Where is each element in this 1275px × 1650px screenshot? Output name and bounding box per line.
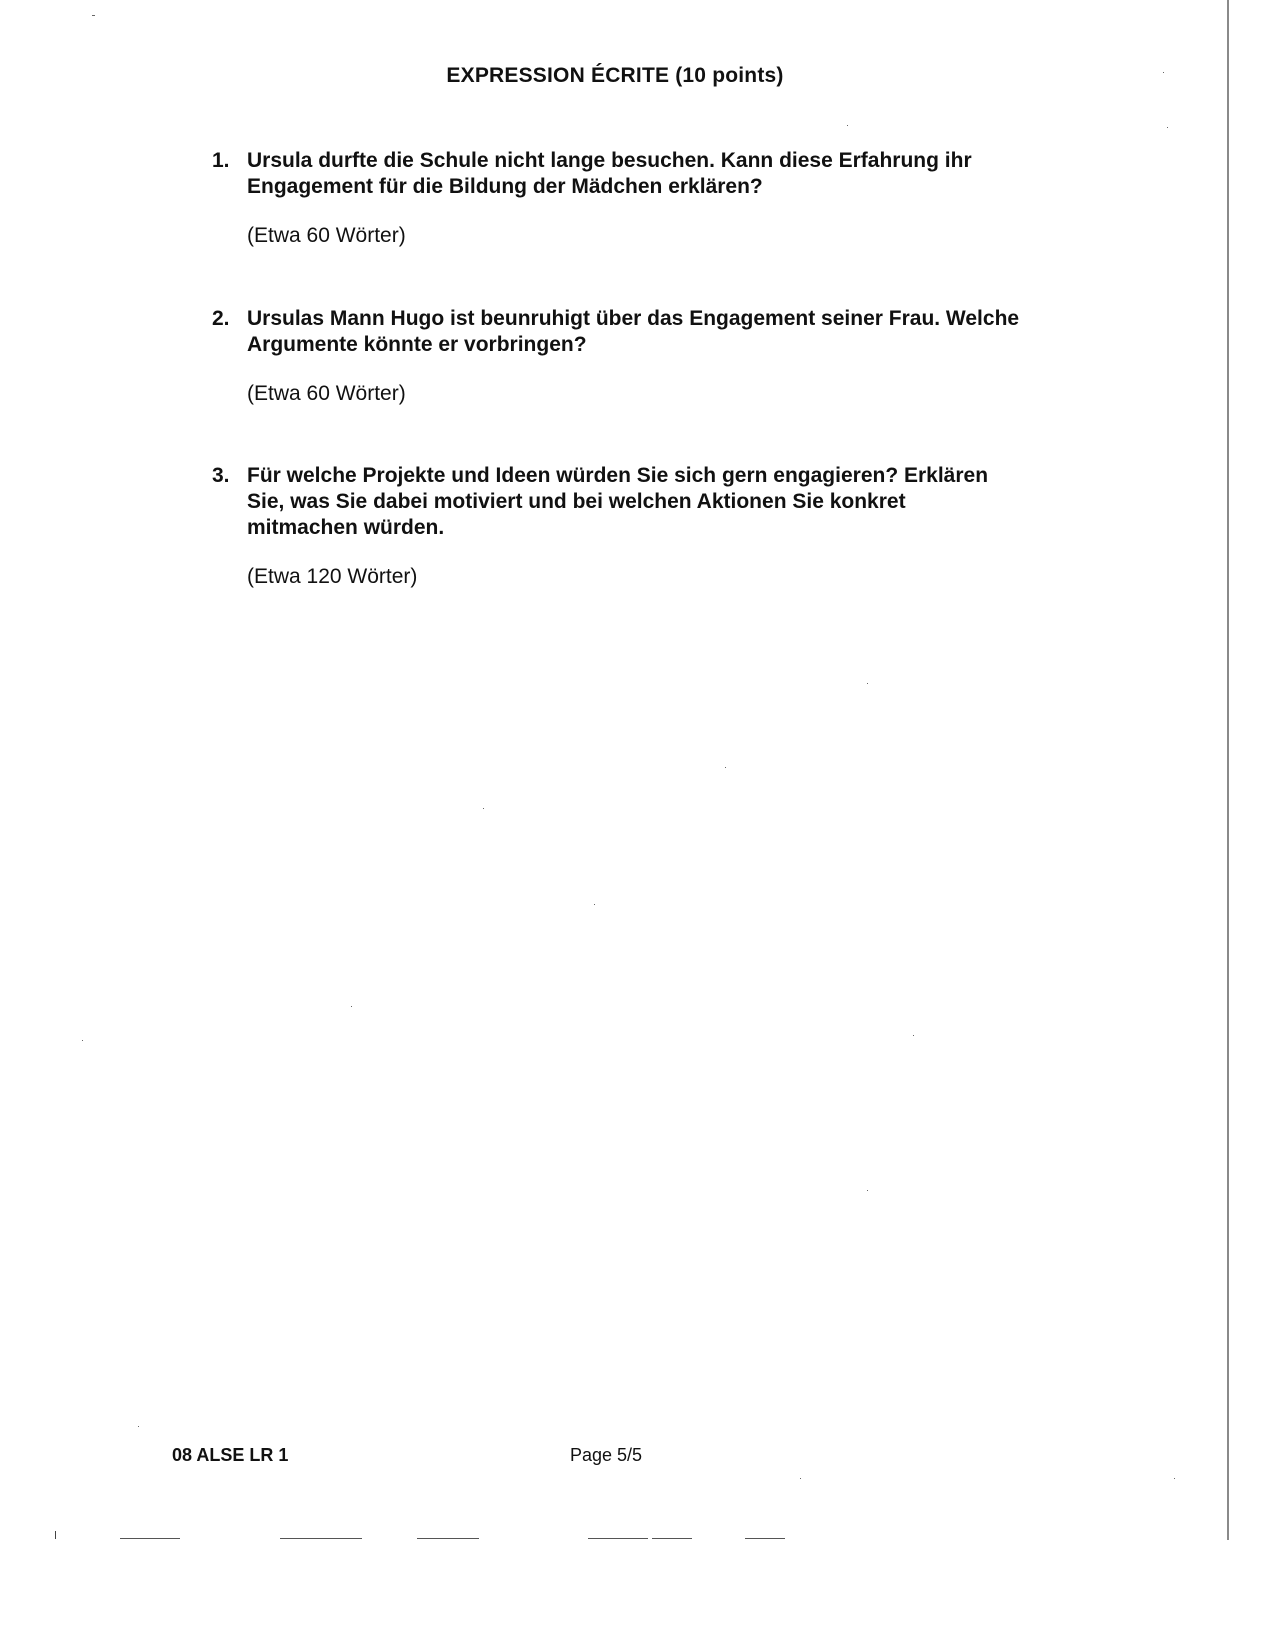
scan-speck <box>1167 127 1168 128</box>
scan-speck <box>483 808 484 809</box>
scan-speck <box>82 1040 83 1041</box>
scan-speck <box>913 1035 914 1036</box>
page-title: EXPRESSION ÉCRITE (10 points) <box>446 64 784 87</box>
scan-speck <box>351 1006 352 1007</box>
question-number: 1. <box>212 149 230 172</box>
bottom-line-segment <box>280 1538 362 1539</box>
word-count-hint: (Etwa 60 Wörter) <box>247 224 406 247</box>
bottom-line-segment <box>588 1538 648 1539</box>
bottom-line-segment <box>745 1538 785 1539</box>
question-number: 2. <box>212 307 230 330</box>
word-count-hint: (Etwa 120 Wörter) <box>247 565 418 588</box>
bottom-line-segment <box>417 1538 479 1539</box>
scan-speck <box>1174 1478 1175 1479</box>
page-right-edge <box>1227 0 1229 1540</box>
scan-speck <box>138 1426 139 1427</box>
question-text: Für welche Projekte und Ideen würden Sie sich gern engagieren? Erklären Sie, was Sie dabei motiviert und bei welchen Aktionen Sie konkret mitmachen würden. <box>247 464 989 539</box>
scan-speck <box>594 904 595 905</box>
corner-tick <box>55 1531 56 1539</box>
bottom-line-segment <box>652 1538 692 1539</box>
scan-speck <box>725 767 726 768</box>
question-text: Ursula durfte die Schule nicht lange besuchen. Kann diese Erfahrung ihr Engagement für die Bildung der Mädchen erklären? <box>247 149 972 198</box>
scan-speck <box>92 15 95 16</box>
bottom-line-segment <box>120 1538 180 1539</box>
question-text: Ursulas Mann Hugo ist beunruhigt über das Engagement seiner Frau. Welche Argumente könnte er vorbringen? <box>247 307 1020 356</box>
footer-document-code: 08 ALSE LR 1 <box>172 1445 289 1465</box>
scan-speck <box>847 125 848 126</box>
scan-speck <box>800 1478 801 1479</box>
scan-speck <box>867 1190 868 1191</box>
scan-speck <box>867 683 868 684</box>
footer-page-number: Page 5/5 <box>570 1445 643 1465</box>
question-number: 3. <box>212 464 230 487</box>
word-count-hint: (Etwa 60 Wörter) <box>247 382 406 405</box>
